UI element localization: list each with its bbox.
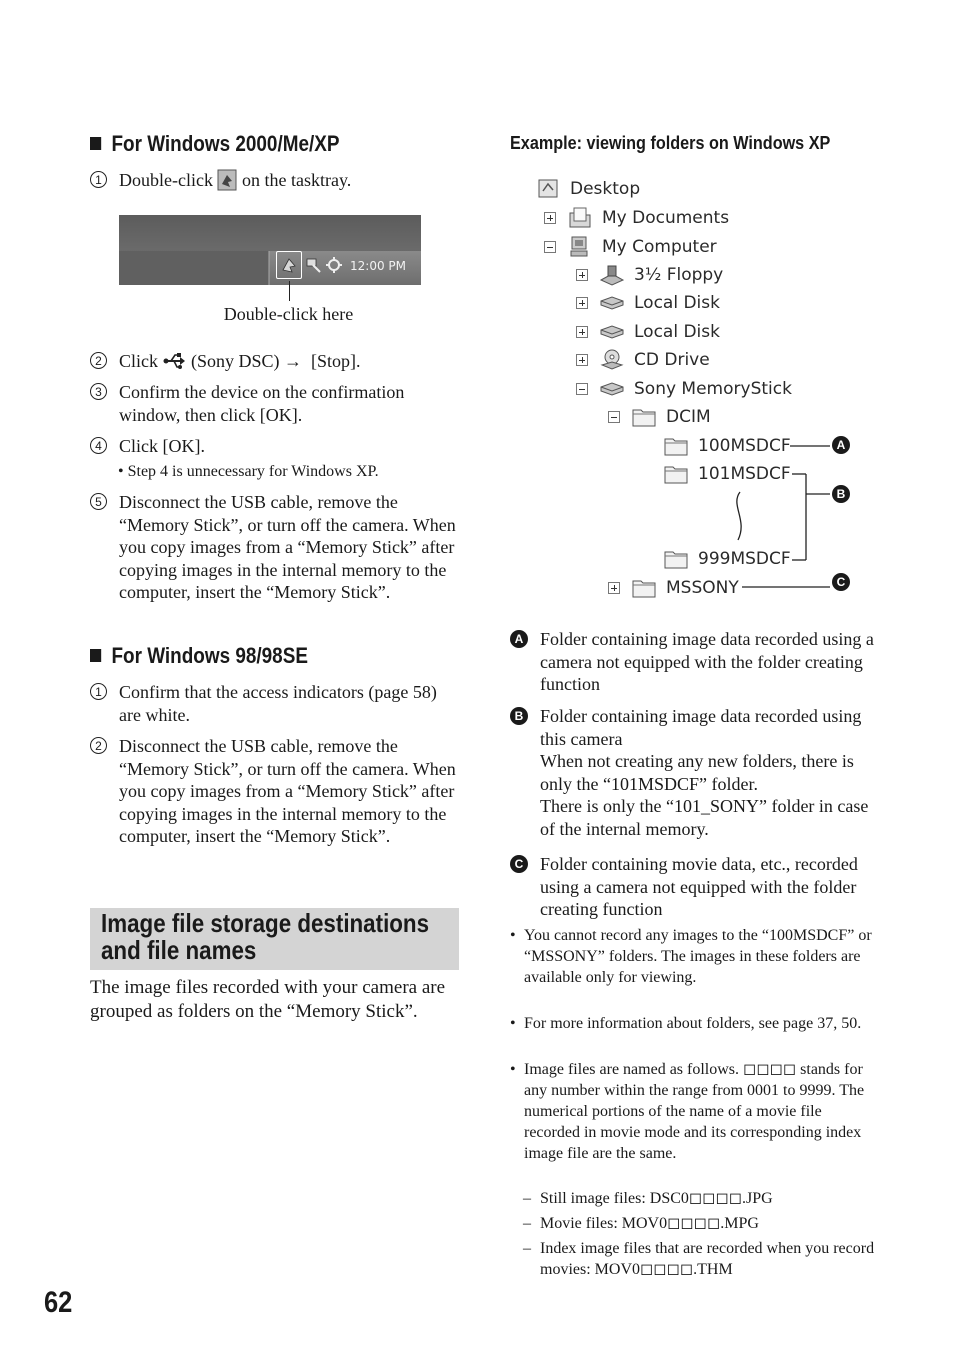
step-number: 5 [90,493,107,510]
section-title-bar [90,908,459,970]
tree-callout-lines [0,0,954,620]
marker-c: C [832,573,850,591]
step-number: 2 [90,737,107,754]
dash-item-movie: – Movie files: MOV0◻◻◻◻.MPG [523,1215,759,1232]
marker-b-icon: B [510,707,528,725]
marker-c-icon: C [510,855,528,873]
step-number: 3 [90,383,107,400]
section-title: Image file storage destinations and file names [101,908,430,965]
heading-windows-98-98se: For Windows 98/98SE [90,643,308,669]
legend-b: B Folder containing image data recorded using this camera When not creating any new folders, there is only the “101MSDCF” folder. There is only the “101_SONY” folder in case of the internal memory. [510,705,880,840]
folder-tree: Desktop My Documents My Computer 3½ Floppy Local Disk Local Disk CD Drive Sony MemoryStick DCIM 100MSDCF 101MSDCF 999MSDCF MSSONY A B C [0,0,954,620]
bullet-note-1: • You cannot record any images to the “100MSDCF” or “MSSONY” folders. The images in these folders are available only for viewing. [510,927,872,986]
step-2-win98: 2 Disconnect the USB cable, remove the “Memory Stick”, or turn off the camera. When you copy images from a “Memory Stick” after copying images in the internal memory to the computer, insert the “Memory Stick”. [90,735,460,848]
bullet-note-2: • For more information about folders, see page 37, 50. [510,1015,862,1032]
step-1-win2000: 1 Double-click on the tasktray. [90,169,460,192]
step-5-win2000: 5 Disconnect the USB cable, remove the “Memory Stick”, or turn off the camera. When you copy images from a “Memory Stick” after copying images in the internal memory to the computer, insert the “Memory Stick”. [90,491,460,604]
step-number: 1 [90,171,107,188]
marker-a-icon: A [510,630,528,648]
step-1-win98: 1 Confirm that the access indicators (page 58) are white. [90,681,460,726]
marker-b: B [832,485,850,503]
step-3-win2000: 3 Confirm the device on the confirmation window, then click [OK]. [90,381,460,426]
callout-label: Double-click here [223,304,354,324]
step-number: 4 [90,437,107,454]
dash-item-still: – Still image files: DSC0◻◻◻◻.JPG [523,1190,773,1207]
step-number: 2 [90,352,107,369]
page-number: 62 [44,1286,73,1319]
legend-c: C Folder containing movie data, etc., recorded using a camera not equipped with the folder creating function [510,853,880,921]
bullet-note-3: • Image files are named as follows. ◻◻◻◻ stands for any number within the range from 0001 to 9999. The numerical portions of the name of a movie file recorded in movie mode and its corresponding index image file are the same. [510,1061,865,1162]
section-body: The image files recorded with your camera are grouped as folders on the “Memory Stick”. [90,977,446,1022]
tray-clock: 12:00 PM [350,259,406,273]
step-2-win2000: 2 Click (Sony DSC) → [Stop]. [90,350,460,373]
note-step-4: • Step 4 is unnecessary for Windows XP. [118,463,379,480]
example-heading: Example: viewing folders on Windows XP [510,133,831,153]
step-number: 1 [90,683,107,700]
square-bullet-icon [90,649,101,662]
step-4-win2000: 4 Click [OK]. [90,435,460,458]
marker-a: A [832,436,850,454]
heading-windows-2000-me-xp: For Windows 2000/Me/XP [90,131,339,157]
dash-item-index: – Index image files that are recorded when you record movies: MOV0◻◻◻◻.THM [523,1240,875,1278]
legend-a: A Folder containing image data recorded using a camera not equipped with the folder creating function [510,628,880,696]
